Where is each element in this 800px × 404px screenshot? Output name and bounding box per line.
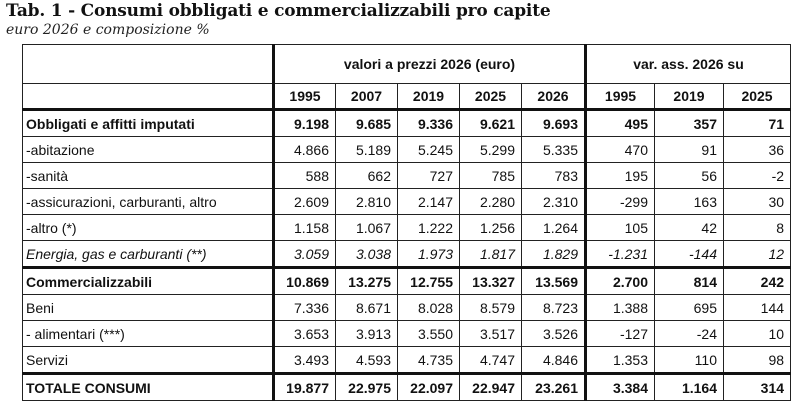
value-cell: 9.198 bbox=[274, 110, 336, 137]
variation-cell: 2.700 bbox=[586, 268, 655, 295]
header-year: 2007 bbox=[336, 84, 398, 110]
value-cell: 662 bbox=[336, 163, 398, 189]
header-year: 2019 bbox=[655, 84, 724, 110]
value-cell: 7.336 bbox=[274, 295, 336, 321]
value-cell: 4.747 bbox=[460, 347, 522, 374]
variation-cell: 144 bbox=[724, 295, 791, 321]
header-group-values: valori a prezzi 2026 (euro) bbox=[274, 45, 586, 84]
value-cell: 9.336 bbox=[398, 110, 460, 137]
table-row bbox=[23, 163, 791, 189]
table-row bbox=[23, 110, 791, 137]
row-label: Obbligati e affitti imputati bbox=[23, 110, 274, 137]
variation-cell: 12 bbox=[724, 241, 791, 268]
row-label: TOTALE CONSUMI bbox=[23, 374, 274, 401]
header-row-years bbox=[23, 84, 791, 110]
value-cell: 13.327 bbox=[460, 268, 522, 295]
table-row bbox=[23, 374, 791, 401]
value-cell: 588 bbox=[274, 163, 336, 189]
value-cell: 5.299 bbox=[460, 137, 522, 163]
variation-cell: 1.353 bbox=[586, 347, 655, 374]
row-label: -altro (*) bbox=[23, 215, 274, 241]
value-cell: 12.755 bbox=[398, 268, 460, 295]
value-cell: 2.310 bbox=[522, 189, 586, 215]
value-cell: 1.256 bbox=[460, 215, 522, 241]
value-cell: 22.975 bbox=[336, 374, 398, 401]
consumption-table bbox=[22, 44, 791, 401]
value-cell: 1.264 bbox=[522, 215, 586, 241]
variation-cell: -127 bbox=[586, 321, 655, 347]
variation-cell: 3.384 bbox=[586, 374, 655, 401]
value-cell: 4.593 bbox=[336, 347, 398, 374]
header-row-groups bbox=[23, 45, 791, 84]
value-cell: 2.810 bbox=[336, 189, 398, 215]
variation-cell: -1.231 bbox=[586, 241, 655, 268]
variation-cell: 357 bbox=[655, 110, 724, 137]
row-label: Servizi bbox=[23, 347, 274, 374]
variation-cell: 110 bbox=[655, 347, 724, 374]
value-cell: 3.550 bbox=[398, 321, 460, 347]
value-cell: 3.059 bbox=[274, 241, 336, 268]
value-cell: 9.685 bbox=[336, 110, 398, 137]
value-cell: 8.028 bbox=[398, 295, 460, 321]
value-cell: 3.517 bbox=[460, 321, 522, 347]
value-cell: 8.671 bbox=[336, 295, 398, 321]
table-row bbox=[23, 347, 791, 374]
row-label: Beni bbox=[23, 295, 274, 321]
value-cell: 23.261 bbox=[522, 374, 586, 401]
value-cell: 1.222 bbox=[398, 215, 460, 241]
value-cell: 22.097 bbox=[398, 374, 460, 401]
value-cell: 1.973 bbox=[398, 241, 460, 268]
value-cell: 1.817 bbox=[460, 241, 522, 268]
variation-cell: -144 bbox=[655, 241, 724, 268]
variation-cell: 163 bbox=[655, 189, 724, 215]
value-cell: 22.947 bbox=[460, 374, 522, 401]
variation-cell: 242 bbox=[724, 268, 791, 295]
value-cell: 783 bbox=[522, 163, 586, 189]
header-year: 2019 bbox=[398, 84, 460, 110]
value-cell: 13.275 bbox=[336, 268, 398, 295]
value-cell: 5.245 bbox=[398, 137, 460, 163]
value-cell: 3.493 bbox=[274, 347, 336, 374]
variation-cell: 36 bbox=[724, 137, 791, 163]
table-subtitle: euro 2026 e composizione % bbox=[6, 22, 210, 38]
value-cell: 8.723 bbox=[522, 295, 586, 321]
value-cell: 19.877 bbox=[274, 374, 336, 401]
header-year: 2025 bbox=[724, 84, 791, 110]
value-cell: 5.189 bbox=[336, 137, 398, 163]
table-row bbox=[23, 268, 791, 295]
variation-cell: 1.164 bbox=[655, 374, 724, 401]
value-cell: 727 bbox=[398, 163, 460, 189]
variation-cell: 42 bbox=[655, 215, 724, 241]
value-cell: 2.609 bbox=[274, 189, 336, 215]
row-label: -assicurazioni, carburanti, altro bbox=[23, 189, 274, 215]
value-cell: 1.158 bbox=[274, 215, 336, 241]
table-row bbox=[23, 321, 791, 347]
value-cell: 3.038 bbox=[336, 241, 398, 268]
table-row bbox=[23, 241, 791, 268]
row-label: -sanità bbox=[23, 163, 274, 189]
value-cell: 3.913 bbox=[336, 321, 398, 347]
value-cell: 5.335 bbox=[522, 137, 586, 163]
value-cell: 10.869 bbox=[274, 268, 336, 295]
table-row bbox=[23, 189, 791, 215]
value-cell: 13.569 bbox=[522, 268, 586, 295]
variation-cell: 195 bbox=[586, 163, 655, 189]
row-label: -abitazione bbox=[23, 137, 274, 163]
variation-cell: -2 bbox=[724, 163, 791, 189]
header-year: 2026 bbox=[522, 84, 586, 110]
header-year: 1995 bbox=[586, 84, 655, 110]
row-label: Commercializzabili bbox=[23, 268, 274, 295]
value-cell: 4.735 bbox=[398, 347, 460, 374]
value-cell: 8.579 bbox=[460, 295, 522, 321]
row-label: - alimentari (***) bbox=[23, 321, 274, 347]
variation-cell: 8 bbox=[724, 215, 791, 241]
table-row bbox=[23, 215, 791, 241]
value-cell: 3.653 bbox=[274, 321, 336, 347]
value-cell: 1.829 bbox=[522, 241, 586, 268]
value-cell: 4.866 bbox=[274, 137, 336, 163]
value-cell: 2.280 bbox=[460, 189, 522, 215]
variation-cell: 470 bbox=[586, 137, 655, 163]
value-cell: 9.621 bbox=[460, 110, 522, 137]
variation-cell: 314 bbox=[724, 374, 791, 401]
variation-cell: 91 bbox=[655, 137, 724, 163]
variation-cell: 56 bbox=[655, 163, 724, 189]
value-cell: 3.526 bbox=[522, 321, 586, 347]
variation-cell: 30 bbox=[724, 189, 791, 215]
value-cell: 2.147 bbox=[398, 189, 460, 215]
variation-cell: 71 bbox=[724, 110, 791, 137]
variation-cell: 695 bbox=[655, 295, 724, 321]
value-cell: 785 bbox=[460, 163, 522, 189]
variation-cell: -299 bbox=[586, 189, 655, 215]
header-group-var: var. ass. 2026 su bbox=[586, 45, 791, 84]
header-year: 1995 bbox=[274, 84, 336, 110]
variation-cell: 1.388 bbox=[586, 295, 655, 321]
table-title: Tab. 1 - Consumi obbligati e commercializzabili pro capite bbox=[6, 1, 551, 21]
table-row bbox=[23, 137, 791, 163]
variation-cell: 814 bbox=[655, 268, 724, 295]
header-empty-cell bbox=[23, 45, 274, 84]
header-empty-cell bbox=[23, 84, 274, 110]
variation-cell: 10 bbox=[724, 321, 791, 347]
value-cell: 9.693 bbox=[522, 110, 586, 137]
row-label: Energia, gas e carburanti (**) bbox=[23, 241, 274, 268]
variation-cell: 105 bbox=[586, 215, 655, 241]
table-row bbox=[23, 295, 791, 321]
value-cell: 1.067 bbox=[336, 215, 398, 241]
header-year: 2025 bbox=[460, 84, 522, 110]
variation-cell: 495 bbox=[586, 110, 655, 137]
variation-cell: -24 bbox=[655, 321, 724, 347]
variation-cell: 98 bbox=[724, 347, 791, 374]
value-cell: 4.846 bbox=[522, 347, 586, 374]
